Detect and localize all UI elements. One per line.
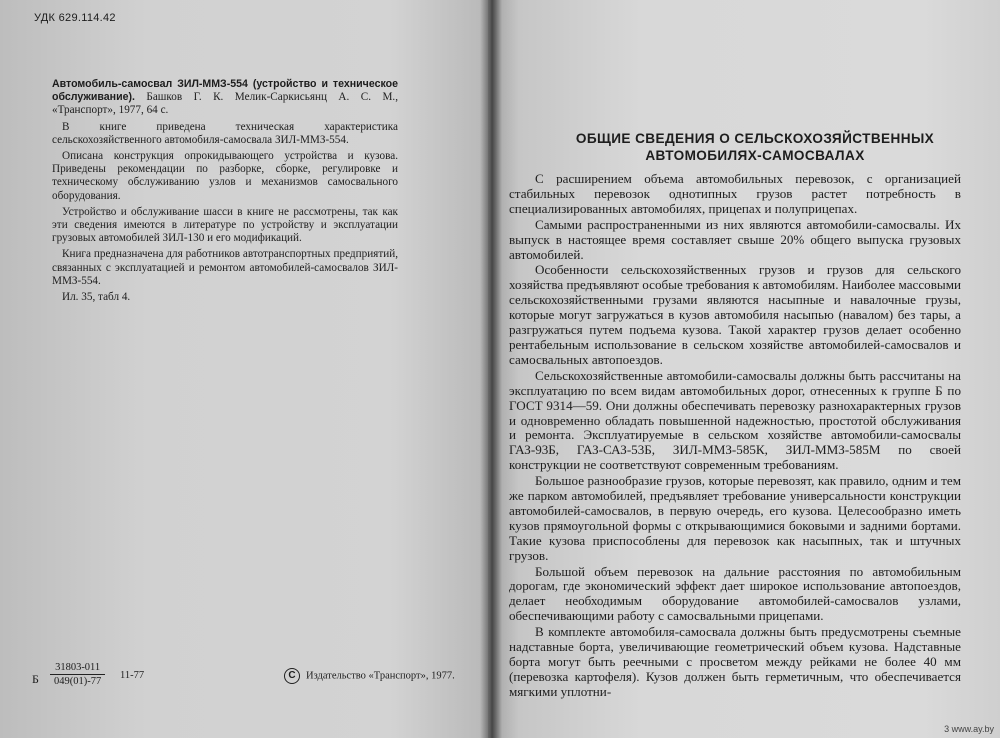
annotation-paragraph: Книга предназначена для работников автотранспортных предприятий, связанных с эксплуатацией и ремонтом автомобилей-самосвалов ЗИЛ-ММЗ-554. [52,248,398,287]
chapter-heading-line-1: ОБЩИЕ СВЕДЕНИЯ О СЕЛЬСКОХОЗЯЙСТВЕННЫХ [575,131,935,146]
annotation-title-paragraph [52,78,398,118]
imprint-letter: Б [32,672,39,686]
body-paragraph: С расширением объема автомобильных перевозок, с организацией стабильных перевозок однотипных грузов растет потребность в специализированных автомобилях, прицепах и полуприцепах. [509,171,961,216]
chapter-heading [540,130,970,164]
body-paragraph: Особенности сельскохозяйственных грузов и грузов для сельского хозяйства предъявляют особые требования к автомобилям. Наиболее массовыми сельскохозяйственными грузами являются насыпные и навалочные грузы, которые могут загружаться в кузов автомобиля насыпью (навалом) без тары, а разгружаться путем подъема кузова. Такой характер грузов делает особенно рентабельным использование в сельском хозяйстве автомобилей-самосвалов и самосвальных автопоездов. [509,262,961,367]
annotation-paragraph: Устройство и обслуживание шасси в книге не рассмотрены, так как эти сведения имеются в литературе по устройству и эксплуатации грузовых автомобилей ЗИЛ-130 и его модификаций. [52,205,398,245]
annotation-block [52,78,398,307]
copyright-icon: С [284,668,300,684]
body-paragraph: Большой объем перевозок на дальние расстояния по автомобильным дорогам, где экономический эффект дает широкое использование автопоездов, делает необходимым оборудование автомобилей-самосвалов узлами, обеспечивающими работу с самосвальными прицепами. [509,563,961,624]
body-paragraph: В комплекте автомобиля-самосвала должны быть предусмотрены съемные надставные борта, увеличивающие геометрический объем кузова. Надставные борта могут быть реечными с просветом между рейками не более 40 мм (перевозка картофеля). Кузов должен быть герметичным, что обеспечивается мягкими уплотни- [509,624,961,699]
body-paragraph: Сельскохозяйственные автомобили-самосвалы должны быть рассчитаны на эксплуатацию по всем видам автомобильных дорог, отнесенных к группе Б по ГОСТ 9314—59. Они должны обеспечивать перевозку разнохарактерных грузов и одновременно обладать повышенной надежностью, простотой обслуживания и ремонта. Эксплуатируемые в сельском хозяйстве автомобили-самосвалы ГАЗ-93Б, ГАЗ-САЗ-53Б, ЗИЛ-ММЗ-585К, ЗИЛ-ММЗ-585М по своей конструкции не соответствуют современным требованиям. [509,367,961,473]
chapter-body [509,172,961,701]
copyright-line [284,668,455,684]
imprint-code-fraction [50,662,105,687]
udc-code: УДК 629.114.42 [34,12,116,24]
page-number: 3 [944,724,950,734]
illustration-count: Ил. 35, табл 4. [62,291,131,304]
watermark-text: www.ay.by [951,724,994,734]
imprint-line [32,662,472,696]
publisher-text: Издательство «Транспорт», 1977. [306,670,455,682]
book-authors: Башков Г. К. Мелик-Саркисьянц А. С. М., «Транспорт», 1977, 64 с. [52,91,398,117]
book-gutter [480,0,502,738]
imprint-numerator: 31803-011 [50,662,105,675]
chapter-heading-line-2: АВТОМОБИЛЯХ-САМОСВАЛАХ [645,148,865,163]
book-title: Автомобиль-самосвал ЗИЛ-ММЗ-554 (устройство и техническое обслуживание). [52,78,398,104]
watermark [944,724,994,734]
imprint-suffix: 11-77 [120,670,145,681]
annotation-paragraph: Описана конструкция опрокидывающего устройства и кузова. Приведены рекомендации по разборке, сборке, регулировке и техническому обслуживанию узлов и механизмов самосвального оборудования. [52,150,398,202]
imprint-denominator: 049(01)-77 [54,676,102,687]
annotation-paragraph: В книге приведена техническая характеристика сельскохозяйственного автомобиля-самосвала ЗИЛ-ММЗ-554. [52,120,398,146]
left-page [0,0,488,738]
body-paragraph: Большое разнообразие грузов, которые перевозят, как правило, одним и тем же парком автомобилей, предъявляет требование универсальности конструкции автомобилей-самосвалов, в первую очередь, его кузова. Целесообразно иметь кузов прямоугольной формы с открывающимися боковыми и задними бортами. Такие кузова приспособлены для перевозок как насыпных, так и штучных грузов. [509,473,961,563]
body-paragraph: Самыми распространенными из них являются автомобили-самосвалы. Их выпуск в настоящее время составляет свыше 20% общего выпуска грузовых автомобилей. [509,216,961,262]
